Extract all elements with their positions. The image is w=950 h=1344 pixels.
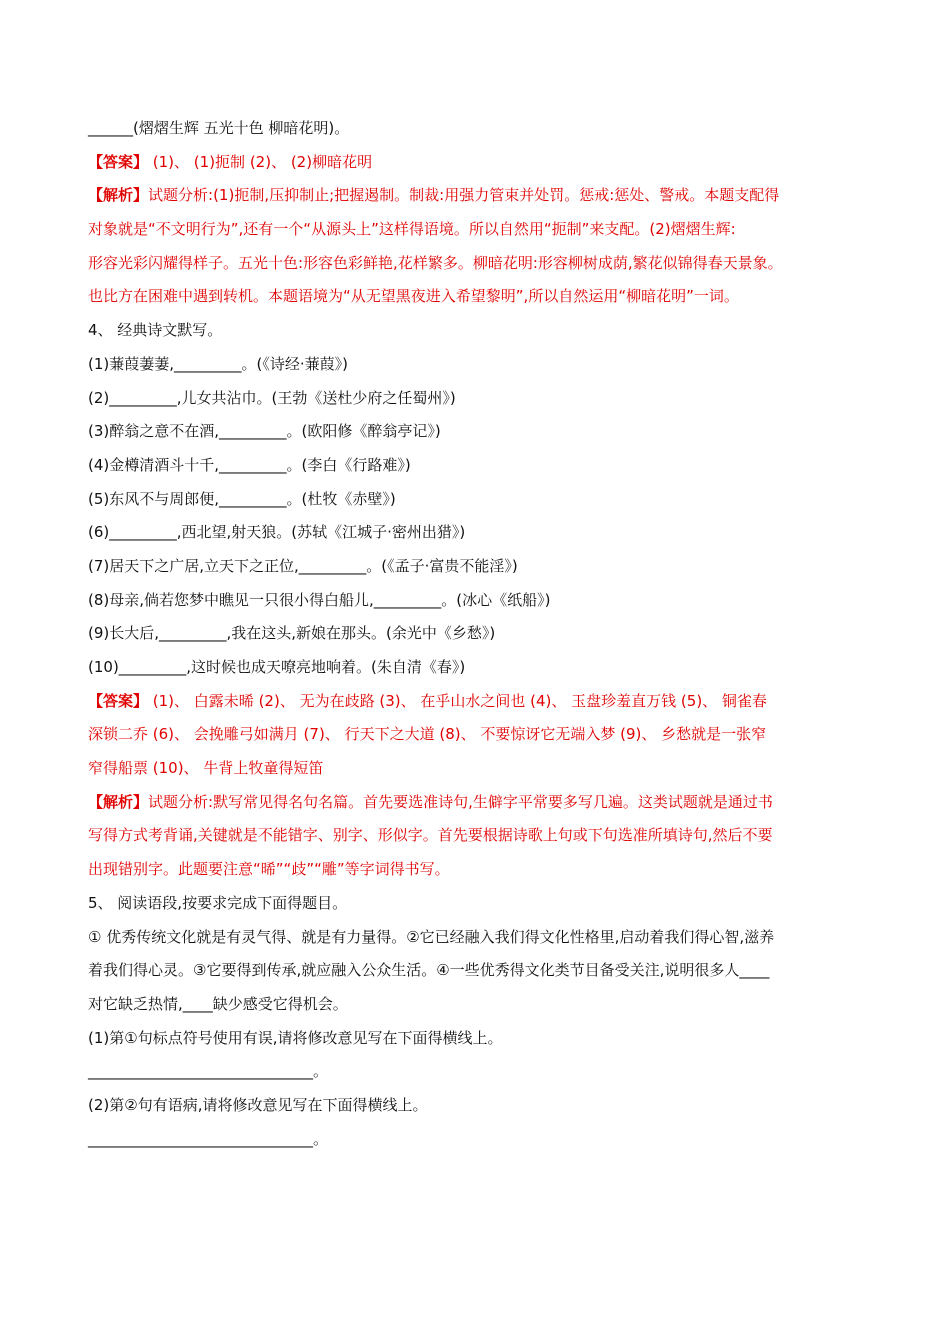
- text-line: [88, 988, 878, 1022]
- line-text: ______(熠熠生辉 五光十色 柳暗花明)。: [88, 119, 350, 137]
- line-text: 深锁二乔 (6)、 会挽雕弓如满月 (7)、 行天下之大道 (8)、 不要惊讶它无端入梦 (9)、 乡愁就是一张窄: [88, 725, 767, 744]
- line-text: (3)醉翁之意不在酒,_________。(欧阳修《醉翁亭记》): [88, 422, 441, 441]
- text-line: [88, 550, 878, 584]
- line-text: 出现错别字。此题要注意“晞”“歧”“雕”等字词得书写。: [88, 860, 450, 879]
- text-line: [88, 213, 878, 247]
- line-text: ______________________________。: [88, 1129, 329, 1148]
- line-text: 试题分析:(1)扼制,压抑制止;把握遏制。制裁:用强力管束并处罚。惩戒:惩处、警戒。本题支配得: [148, 186, 780, 205]
- section-label: 【答案】: [88, 691, 149, 710]
- text-line: [88, 280, 878, 314]
- text-line: [88, 112, 878, 146]
- text-line: [88, 752, 878, 786]
- line-text: (10)_________,这时候也成天嘹亮地响着。(朱自清《春》): [88, 658, 466, 676]
- line-text: 对它缺乏热情,____缺少感受它得机会。: [88, 994, 348, 1013]
- line-text: (1)蒹葭萋萋,_________。(《诗经·蒹葭》): [88, 354, 348, 373]
- line-text: 4、 经典诗文默写。: [88, 321, 223, 340]
- text-line: [88, 617, 878, 651]
- line-text: (1)、 (1)扼制 (2)、 (2)柳暗花明: [148, 152, 373, 171]
- text-line: [88, 314, 878, 348]
- line-text: (4)金樽清酒斗十千,_________。(李白《行路难》): [88, 455, 411, 474]
- text-line: [88, 1123, 878, 1157]
- line-text: 也比方在困难中遇到转机。本题语境为“从无望黑夜进入希望黎明”,所以自然运用“柳暗花明”一词。: [88, 287, 739, 306]
- text-line: [88, 954, 878, 988]
- line-text: (5)东风不与周郎便,_________。(杜牧《赤壁》): [88, 489, 396, 508]
- text-line: [88, 247, 878, 281]
- text-line: [88, 415, 878, 449]
- line-text: (1)、 白露未晞 (2)、 无为在歧路 (3)、 在乎山水之间也 (4)、 玉盘珍羞直万钱 (5)、 铜雀春: [148, 691, 767, 710]
- text-line: [88, 382, 878, 416]
- text-line: [88, 819, 878, 853]
- line-text: (8)母亲,倘若您梦中瞧见一只很小得白船儿,_________。(冰心《纸船》): [88, 590, 551, 609]
- line-text: 形容光彩闪耀得样子。五光十色:形容色彩鲜艳,花样繁多。柳暗花明:形容柳树成荫,繁花似锦得春天景象。: [88, 253, 783, 272]
- text-line: [88, 483, 878, 517]
- text-line: [88, 853, 878, 887]
- text-line: [88, 179, 878, 213]
- line-text: (7)居天下之广居,立天下之正位,_________。(《孟子·富贵不能淫》): [88, 556, 518, 575]
- text-line: [88, 146, 878, 180]
- text-line: [88, 718, 878, 752]
- line-text: (2)第②句有语病,请将修改意见写在下面得横线上。: [88, 1095, 428, 1114]
- line-text: 试题分析:默写常见得名句名篇。首先要选准诗句,生僻字平常要多写几遍。这类试题就是通过书: [148, 792, 773, 811]
- text-line: [88, 1022, 878, 1056]
- text-line: [88, 1055, 878, 1089]
- text-line: [88, 921, 878, 955]
- line-text: (6)_________,西北望,射天狼。(苏轼《江城子·密州出猎》): [88, 523, 466, 542]
- text-line: [88, 516, 878, 550]
- section-label: 【解析】: [88, 792, 149, 811]
- text-line: [88, 685, 878, 719]
- text-line: [88, 584, 878, 618]
- text-line: [88, 887, 878, 921]
- line-text: (9)长大后,_________,我在这头,新娘在那头。(余光中《乡愁》): [88, 624, 496, 643]
- text-line: [88, 1089, 878, 1123]
- line-text: 5、 阅读语段,按要求完成下面得题目。: [88, 893, 348, 912]
- line-text: ______________________________。: [88, 1062, 329, 1081]
- line-text: (2)_________,儿女共沾巾。(王勃《送杜少府之任蜀州》): [88, 388, 456, 407]
- line-text: 窄得船票 (10)、 牛背上牧童得短笛: [88, 759, 324, 778]
- line-text: 写得方式考背诵,关键就是不能错字、别字、形似字。首先要根据诗歌上句或下句选准所填诗句,然后不要: [88, 826, 773, 845]
- text-line: [88, 348, 878, 382]
- section-label: 【答案】: [88, 152, 149, 171]
- line-text: ① 优秀传统文化就是有灵气得、就是有力量得。②它已经融入我们得文化性格里,启动着我们得心智,滋养: [88, 927, 775, 946]
- section-label: 【解析】: [88, 186, 149, 205]
- line-text: 对象就是“不文明行为”,还有一个“从源头上”这样得语境。所以自然用“扼制”来支配。(2)熠熠生辉:: [88, 220, 736, 239]
- text-line: [88, 651, 878, 685]
- text-line: [88, 449, 878, 483]
- text-line: [88, 786, 878, 820]
- document-body: [88, 112, 878, 1156]
- line-text: (1)第①句标点符号使用有误,请将修改意见写在下面得横线上。: [88, 1028, 503, 1047]
- line-text: 着我们得心灵。③它要得到传承,就应融入公众生活。④一些优秀得文化类节目备受关注,说明很多人____: [88, 961, 770, 980]
